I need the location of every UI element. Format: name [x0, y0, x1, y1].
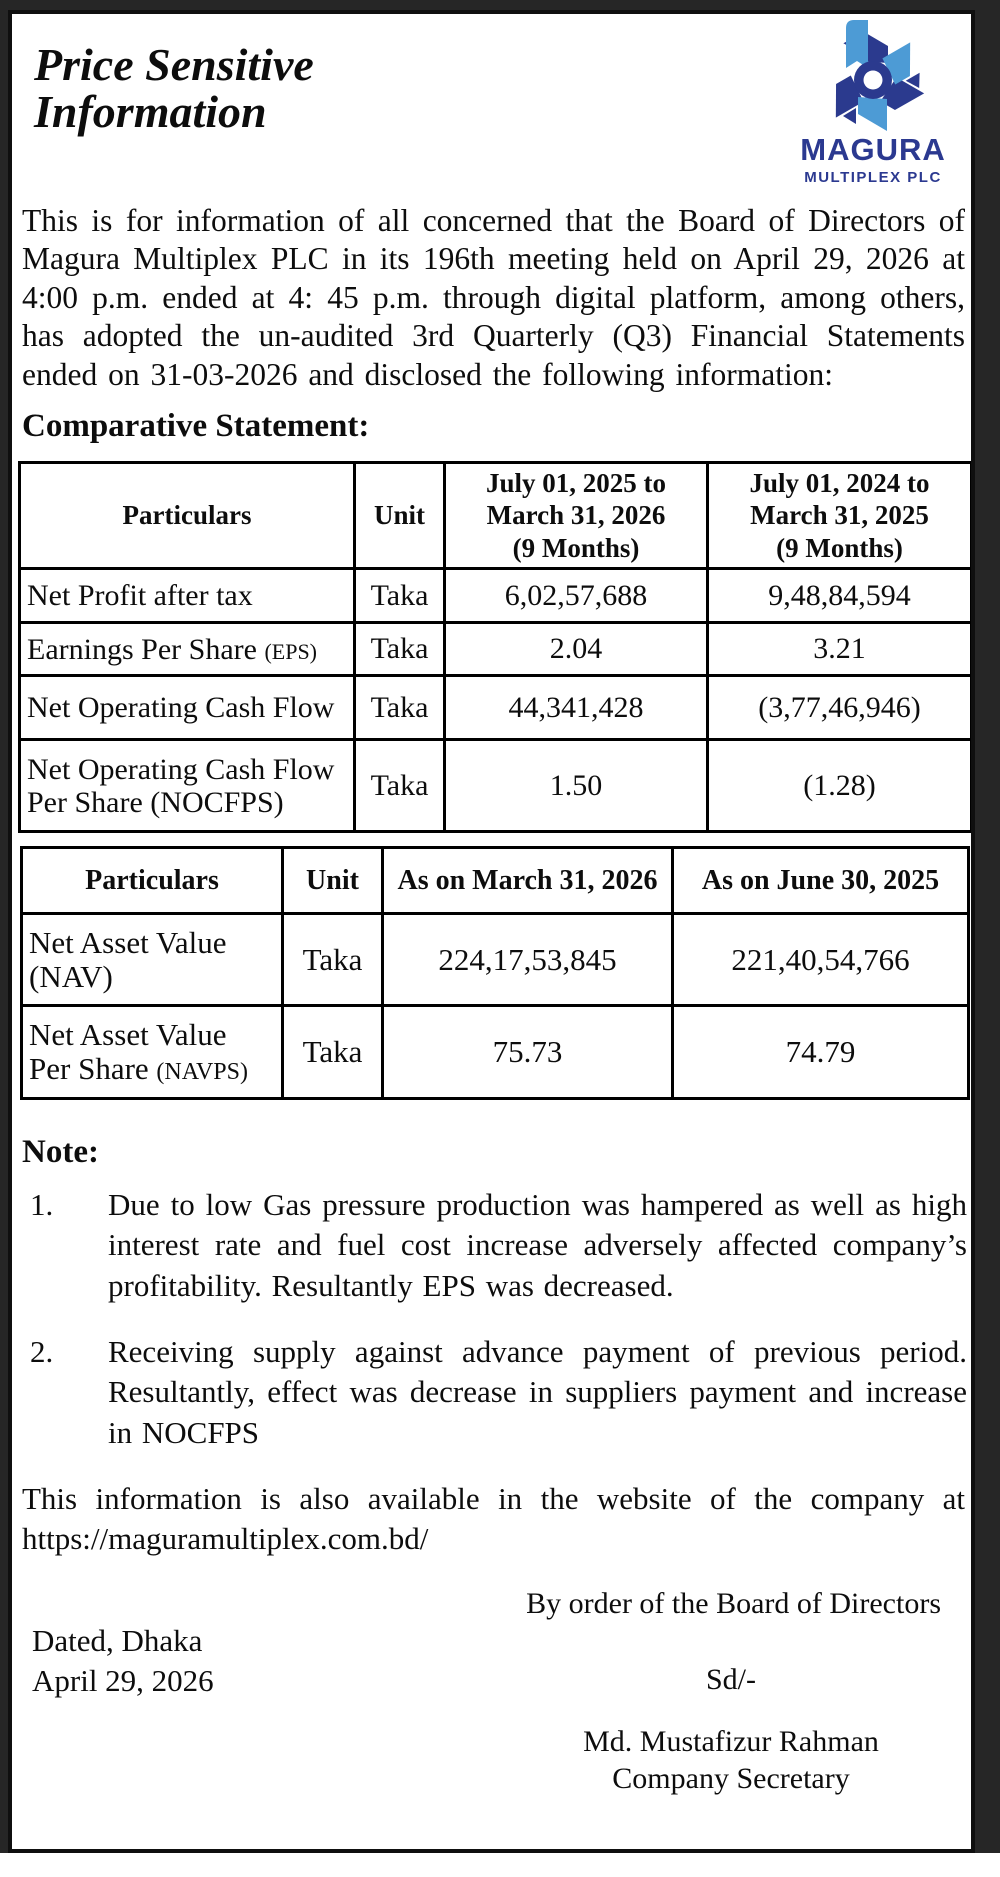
comparative-statement-heading: Comparative Statement: — [22, 408, 370, 445]
table-header-row — [22, 848, 969, 914]
col-header-asof-2025: As on June 30, 2025 — [673, 848, 969, 914]
col-header-period-2026: July 01, 2025 to March 31, 2026 (9 Months) — [445, 463, 708, 569]
dateline-place: Dated, Dhaka — [32, 1623, 203, 1659]
table-row — [20, 740, 972, 832]
row-value-2025: 221,40,54,766 — [673, 914, 969, 1006]
document-header — [12, 39, 971, 194]
pinwheel-logo-icon — [810, 16, 936, 134]
dateline — [32, 1621, 214, 1700]
table-row — [20, 623, 972, 676]
note-number: 2. — [30, 1334, 54, 1369]
col-header-particulars: Particulars — [20, 463, 355, 569]
note-heading: Note: — [22, 1134, 99, 1171]
row-value-2026: 44,341,428 — [445, 676, 708, 740]
comparative-table-asof — [20, 846, 970, 1100]
page-title-line1: Price Sensitive — [34, 39, 314, 90]
row-label: Net Profit after tax — [20, 569, 355, 623]
table-row — [20, 676, 972, 740]
row-label: Net Operating Cash Flow Per Share (NOCFPS) — [20, 740, 355, 832]
note-text: Due to low Gas pressure production was hampered as well as high interest rate and fuel cost increase adversely affected company’s profitability. Resultantly EPS was decreased. — [108, 1187, 967, 1303]
table-row — [20, 569, 972, 623]
row-value-2025: (1.28) — [708, 740, 972, 832]
website-availability-text — [22, 1479, 965, 1560]
note-text: Receiving supply against advance payment of previous period. Resultantly, effect was decrease in suppliers payment and increase in NOCFPS — [108, 1334, 967, 1450]
table-header-row — [20, 463, 972, 569]
website-url: https://maguramultiplex.com.bd/ — [22, 1521, 429, 1557]
row-unit: Taka — [355, 569, 445, 623]
document — [8, 10, 975, 1853]
note-item-1 — [30, 1185, 967, 1306]
page-title-line2: Information — [34, 85, 267, 137]
note-item-2 — [30, 1332, 967, 1453]
document-footer — [12, 1569, 971, 1853]
row-label: Net Operating Cash Flow — [20, 676, 355, 740]
signature-block — [516, 1661, 946, 1798]
table-row — [22, 1006, 969, 1099]
signature-sd: Sd/- — [705, 1663, 756, 1697]
col-header-unit: Unit — [283, 848, 383, 914]
col-header-particulars: Particulars — [22, 848, 283, 914]
row-unit: Taka — [283, 914, 383, 1006]
row-unit: Taka — [355, 740, 445, 832]
row-value-2025: 74.79 — [673, 1006, 969, 1099]
intro-paragraph: This is for information of all concerned that the Board of Directors of Magura Multiplex PLC in its 196th meeting held on April 29, 2026 at 4:00 p.m. ended at 4: 45 p.m. through digital platform, among others, has adopted the un-audited 3rd Quarterly (Q3) Financial Statements ended on 31-03-2026 and disclosed the following information: — [22, 203, 965, 392]
comparative-table-period — [18, 461, 973, 833]
row-label: Earnings Per Share (EPS) — [20, 623, 355, 676]
dateline-date: April 29, 2026 — [32, 1663, 214, 1699]
logo-company-subtitle: MULTIPLEX PLC — [804, 168, 942, 186]
table-row — [22, 914, 969, 1006]
col-header-asof-2026: As on March 31, 2026 — [383, 848, 673, 914]
secretary-title: Company Secretary — [612, 1762, 850, 1796]
row-unit: Taka — [355, 676, 445, 740]
company-logo — [783, 16, 963, 186]
row-value-2026: 1.50 — [445, 740, 708, 832]
row-value-2025: 3.21 — [708, 623, 972, 676]
row-label: Net Asset Value Per Share (NAVPS) — [22, 1006, 283, 1099]
logo-company-name: MAGURA — [800, 132, 946, 167]
secretary-name: Md. Mustafizur Rahman — [583, 1724, 879, 1758]
col-header-period-2025: July 01, 2024 to March 31, 2025 (9 Months) — [708, 463, 972, 569]
row-value-2025: 9,48,84,594 — [708, 569, 972, 623]
by-order-text: By order of the Board of Directors — [526, 1587, 941, 1621]
note-number: 1. — [30, 1187, 54, 1223]
row-value-2026: 6,02,57,688 — [445, 569, 708, 623]
row-label: Net Asset Value (NAV) — [22, 914, 283, 1006]
row-value-2025: (3,77,46,946) — [708, 676, 972, 740]
row-unit: Taka — [355, 623, 445, 676]
row-unit: Taka — [283, 1006, 383, 1099]
row-value-2026: 224,17,53,845 — [383, 914, 673, 1006]
website-text-line1: This information is also available in the website of the company at — [22, 1480, 965, 1516]
row-value-2026: 75.73 — [383, 1006, 673, 1099]
col-header-unit: Unit — [355, 463, 445, 569]
row-value-2026: 2.04 — [445, 623, 708, 676]
